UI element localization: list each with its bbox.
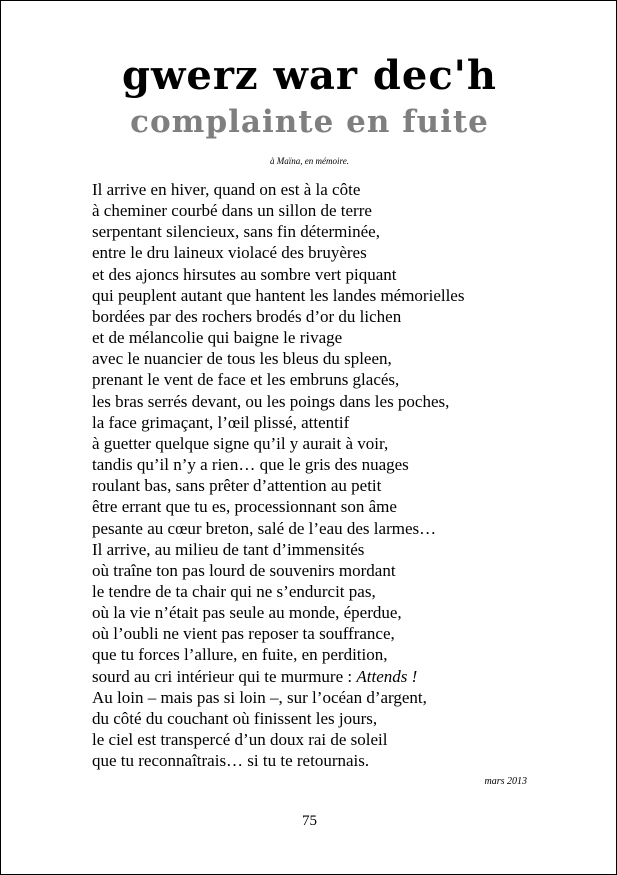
- poem-line: le tendre de ta chair qui ne s’endurcit pas,: [92, 581, 376, 601]
- poem-line: Il arrive en hiver, quand on est à la côte: [92, 180, 361, 199]
- poem-line: où l’oubli ne vient pas reposer ta souffrance,: [92, 624, 395, 644]
- poem-line: pesante au cœur breton, salé de l’eau des larmes…: [92, 518, 437, 538]
- page-number: 75: [302, 813, 317, 829]
- dedication: à Maïna, en mémoire.: [270, 156, 349, 166]
- poem-line: Il arrive, au milieu de tant d’immensités: [92, 539, 365, 559]
- poem-line: le ciel est transpercé d’un doux rai de soleil: [92, 730, 388, 750]
- poem-line: roulant bas, sans prêter d’attention au petit: [92, 476, 382, 496]
- emphasis-text: Attends !: [356, 666, 418, 686]
- poem-line: que tu forces l’allure, en fuite, en perdition,: [92, 645, 388, 665]
- poem-line: serpentant silencieux, sans fin déterminée,: [92, 222, 380, 242]
- poem-subtitle: complainte en fuite: [130, 104, 489, 140]
- poem-line: que tu reconnaîtrais… si tu te retournais.: [92, 751, 370, 771]
- poem-line: entre le dru laineux violacé des bruyères: [92, 243, 367, 263]
- poem-line-with-emphasis: [92, 666, 552, 687]
- poem-line: et des ajoncs hirsutes au sombre vert piquant: [92, 264, 397, 284]
- poem-line: prenant le vent de face et les embruns glacés,: [92, 370, 400, 390]
- poem-line: du côté du couchant où finissent les jours,: [92, 708, 378, 728]
- poem-line: avec le nuancier de tous les bleus du spleen,: [92, 349, 392, 369]
- poem-line: être errant que tu es, processionnant son âme: [92, 497, 397, 517]
- poem-line: et de mélancolie qui baigne le rivage: [92, 328, 343, 348]
- poem-body: [92, 179, 552, 771]
- poem-title: gwerz war dec'h: [121, 52, 498, 99]
- poem-line-text: sourd au cri intérieur qui te murmure :: [92, 666, 357, 686]
- poem-line: qui peuplent autant que hantent les landes mémorielles: [92, 285, 465, 305]
- poem-line: où traîne ton pas lourd de souvenirs mordant: [92, 560, 396, 580]
- poem-line: la face grimaçant, l’œil plissé, attentif: [92, 412, 350, 432]
- poem-line: à guetter quelque signe qu’il y aurait à voir,: [92, 433, 389, 453]
- poem-date: mars 2013: [484, 776, 527, 787]
- poem-line: où la vie n’était pas seule au monde, éperdue,: [92, 603, 402, 623]
- poem-line: tandis qu’il n’y a rien… que le gris des nuages: [92, 455, 409, 475]
- poem-line: les bras serrés devant, ou les poings dans les poches,: [92, 391, 450, 411]
- poem-line: bordées par des rochers brodés d’or du lichen: [92, 306, 402, 326]
- poem-line: Au loin – mais pas si loin –, sur l’océan d’argent,: [92, 687, 427, 707]
- poem-line: à cheminer courbé dans un sillon de terre: [92, 201, 372, 221]
